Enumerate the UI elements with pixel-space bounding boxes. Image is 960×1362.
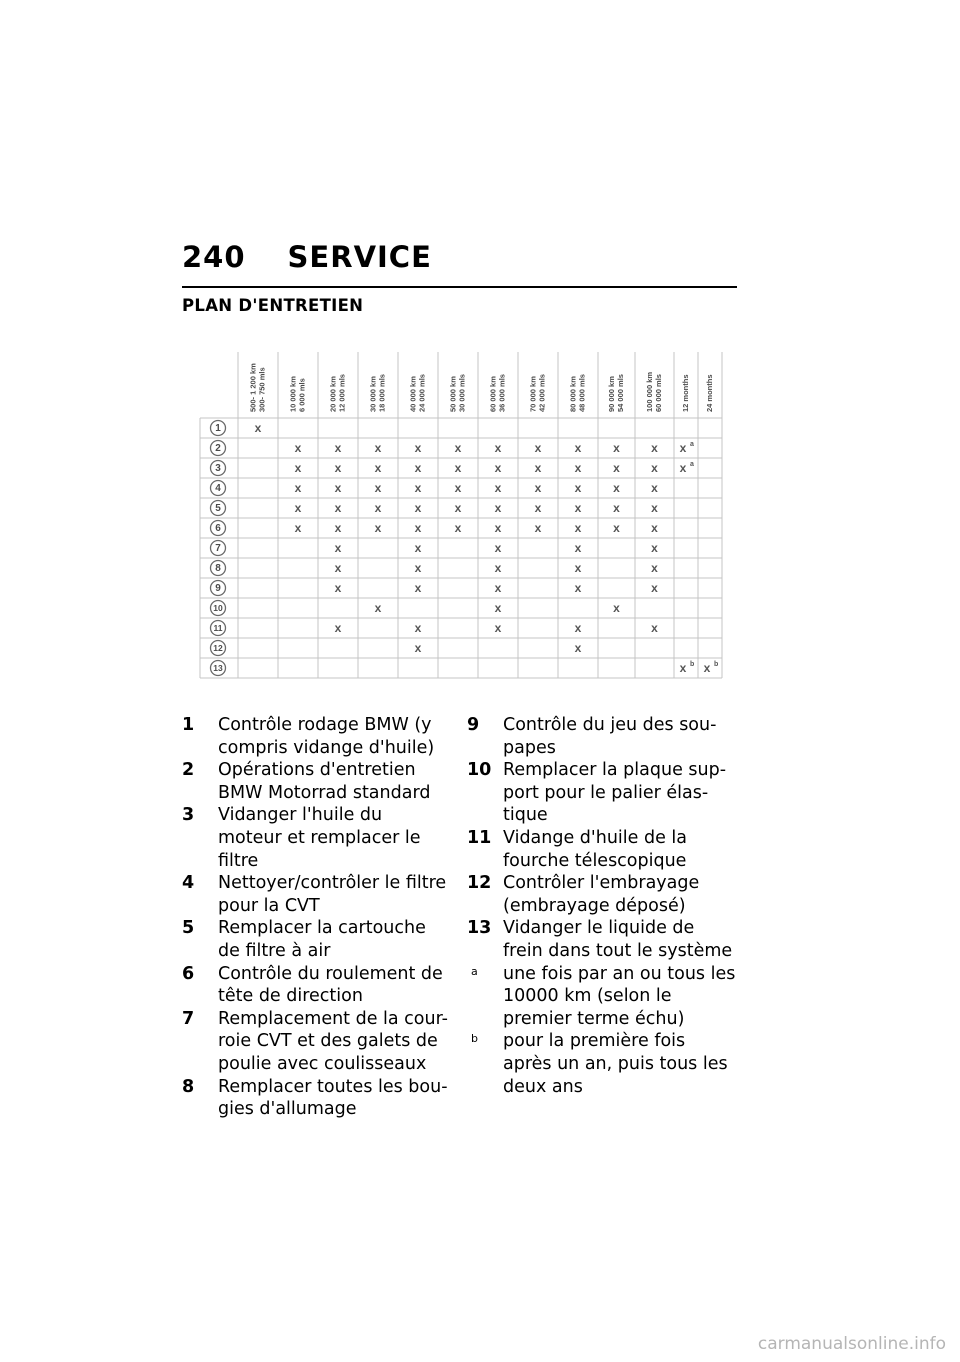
schedule-mark: x bbox=[294, 481, 302, 496]
schedule-mark: x bbox=[574, 461, 582, 476]
legend-number: 2 bbox=[182, 760, 195, 781]
schedule-mark: x bbox=[454, 481, 462, 496]
schedule-mark: x bbox=[679, 661, 687, 676]
legend-number: 8 bbox=[182, 1076, 195, 1097]
row-number-label: 3 bbox=[215, 463, 221, 475]
schedule-mark: x bbox=[334, 481, 342, 496]
schedule-mark: x bbox=[454, 441, 462, 456]
legend-text: Contrôle rodage BMW (y compris vidange d'huile) bbox=[218, 715, 435, 758]
legend-text: Vidanger l'huile du moteur et remplacer le filtre bbox=[218, 805, 421, 871]
schedule-mark: x bbox=[613, 501, 620, 516]
column-header-label: 24 000 mls bbox=[417, 374, 427, 412]
column-header-label: 300- 750 mls bbox=[257, 367, 267, 412]
schedule-footnote-mark: a bbox=[690, 460, 694, 468]
legend-number: 4 bbox=[182, 873, 195, 894]
schedule-mark: x bbox=[294, 501, 302, 516]
schedule-mark: x bbox=[574, 541, 582, 556]
row-number-label: 11 bbox=[213, 622, 223, 633]
legend-number: 5 bbox=[182, 918, 195, 939]
legend-item bbox=[467, 917, 737, 962]
schedule-mark: x bbox=[679, 441, 687, 456]
column-header-label: 50 000 km bbox=[448, 376, 458, 412]
legend-item bbox=[182, 714, 450, 759]
schedule-mark: x bbox=[613, 601, 620, 616]
schedule-footnote-mark: b bbox=[690, 660, 695, 668]
schedule-mark: x bbox=[414, 641, 422, 656]
legend-item bbox=[467, 827, 737, 872]
schedule-mark: x bbox=[414, 581, 422, 596]
footnote-mark: b bbox=[471, 1032, 478, 1046]
schedule-mark: x bbox=[414, 441, 422, 456]
legend-item bbox=[182, 872, 450, 917]
legend-item bbox=[182, 963, 450, 1008]
legend-text: Remplacer la cartouche de filtre à air bbox=[218, 918, 426, 961]
column-header-label: 60 000 mls bbox=[653, 374, 663, 412]
schedule-mark: x bbox=[414, 481, 422, 496]
schedule-mark: x bbox=[374, 481, 382, 496]
legend-text: Vidange d'huile de la fourche télescopique bbox=[503, 827, 687, 871]
column-header-label: 90 000 km bbox=[606, 376, 616, 412]
column-header-label: 20 000 km bbox=[328, 376, 338, 412]
schedule-mark: x bbox=[494, 581, 502, 596]
schedule-mark: x bbox=[334, 541, 342, 556]
schedule-mark: x bbox=[494, 541, 502, 556]
legend-number: 12 bbox=[467, 873, 492, 894]
legend-text: Remplacement de la cour-roie CVT et des galets de poulie avec coulisseaux bbox=[218, 1008, 448, 1074]
schedule-mark: x bbox=[613, 441, 620, 456]
schedule-mark: x bbox=[494, 561, 502, 576]
legend-right bbox=[467, 714, 737, 1098]
row-number-label: 10 bbox=[213, 602, 223, 613]
footnote-text: une fois par an ou tous les 10000 km (selon le premier terme échu) bbox=[503, 963, 736, 1029]
schedule-mark: x bbox=[613, 461, 620, 476]
schedule-mark: x bbox=[414, 621, 422, 636]
row-number-label: 8 bbox=[215, 563, 221, 575]
section-title: SERVICE bbox=[287, 240, 432, 274]
legend-number: 6 bbox=[182, 963, 195, 984]
legend-number: 13 bbox=[467, 918, 492, 939]
schedule-mark: x bbox=[374, 601, 382, 616]
schedule-mark: x bbox=[374, 461, 382, 476]
schedule-mark: x bbox=[414, 561, 422, 576]
legend-number: 7 bbox=[182, 1008, 195, 1029]
column-header-label: 36 000 mls bbox=[497, 374, 507, 412]
schedule-mark: x bbox=[414, 541, 422, 556]
column-header-label: 70 000 km bbox=[528, 376, 538, 412]
column-header-label: 30 000 mls bbox=[457, 374, 467, 412]
schedule-mark: x bbox=[374, 501, 382, 516]
footnote-item bbox=[467, 963, 737, 1031]
legend-item bbox=[182, 1076, 450, 1121]
schedule-mark: x bbox=[334, 441, 342, 456]
schedule-mark: x bbox=[651, 541, 658, 556]
legend-item bbox=[467, 759, 737, 827]
section-subtitle: PLAN D'ENTRETIEN bbox=[182, 286, 737, 315]
column-header-label: 18 000 mls bbox=[377, 374, 387, 412]
column-header-label: 54 000 mls bbox=[615, 374, 625, 412]
column-header-label: 40 000 km bbox=[408, 376, 418, 412]
legend-text: Remplacer toutes les bou-gies d'allumage bbox=[218, 1076, 448, 1120]
schedule-mark: x bbox=[679, 461, 687, 476]
legend-number: 9 bbox=[467, 715, 480, 735]
column-header-label: 12 000 mls bbox=[337, 374, 347, 412]
row-number-label: 1 bbox=[215, 423, 221, 435]
schedule-mark: x bbox=[334, 561, 342, 576]
row-number-label: 9 bbox=[215, 583, 221, 595]
column-header-label: 10 000 km bbox=[288, 376, 298, 412]
schedule-mark: x bbox=[651, 501, 658, 516]
schedule-mark: x bbox=[534, 461, 542, 476]
schedule-mark: x bbox=[294, 461, 302, 476]
schedule-mark: x bbox=[574, 641, 582, 656]
schedule-mark: x bbox=[651, 521, 658, 536]
legend-text: Contrôle du jeu des sou-papes bbox=[503, 715, 717, 758]
schedule-mark: x bbox=[534, 501, 542, 516]
footnote-text: pour la première fois après un an, puis tous les deux ans bbox=[503, 1031, 728, 1097]
schedule-mark: x bbox=[651, 461, 658, 476]
schedule-mark: x bbox=[574, 441, 582, 456]
column-header-label: 12 months bbox=[680, 374, 690, 412]
schedule-mark: x bbox=[651, 581, 658, 596]
schedule-mark: x bbox=[574, 521, 582, 536]
schedule-mark: x bbox=[534, 481, 542, 496]
column-header-label: 48 000 mls bbox=[577, 374, 587, 412]
row-number-label: 12 bbox=[213, 642, 223, 653]
legend-text: Contrôle du roulement de tête de direction bbox=[218, 963, 443, 1007]
column-header-label: 100 000 km bbox=[644, 371, 654, 412]
schedule-mark: x bbox=[334, 461, 342, 476]
row-number-label: 7 bbox=[215, 543, 221, 555]
legend-left bbox=[182, 714, 450, 1121]
schedule-mark: x bbox=[334, 521, 342, 536]
watermark: carmanualsonline.info bbox=[757, 1334, 946, 1354]
schedule-mark: x bbox=[574, 621, 582, 636]
schedule-mark: x bbox=[651, 481, 658, 496]
schedule-mark: x bbox=[334, 501, 342, 516]
schedule-footnote-mark: b bbox=[714, 660, 719, 668]
schedule-mark: x bbox=[494, 621, 502, 636]
legend-number: 3 bbox=[182, 805, 195, 826]
legend-number: 1 bbox=[182, 715, 195, 735]
schedule-mark: x bbox=[613, 521, 620, 536]
schedule-mark: x bbox=[334, 621, 342, 636]
schedule-mark: x bbox=[454, 521, 462, 536]
legend-item bbox=[467, 714, 737, 759]
legend-item bbox=[467, 872, 737, 917]
schedule-mark: x bbox=[651, 441, 658, 456]
column-header-label: 80 000 km bbox=[568, 376, 578, 412]
schedule-mark: x bbox=[574, 581, 582, 596]
schedule-mark: x bbox=[574, 501, 582, 516]
schedule-mark: x bbox=[494, 601, 502, 616]
row-number-label: 6 bbox=[215, 523, 221, 535]
legend-text: Contrôler l'embrayage (embrayage déposé) bbox=[503, 873, 700, 916]
legend-number: 10 bbox=[467, 760, 492, 781]
schedule-mark: x bbox=[454, 501, 462, 516]
schedule-mark: x bbox=[494, 441, 502, 456]
schedule-mark: x bbox=[494, 501, 502, 516]
column-header-label: 24 months bbox=[704, 374, 714, 412]
column-header-label: 500- 1 200 km bbox=[248, 363, 258, 412]
schedule-mark: x bbox=[374, 441, 382, 456]
legend-item bbox=[182, 804, 450, 872]
schedule-mark: x bbox=[414, 501, 422, 516]
schedule-mark: x bbox=[494, 481, 502, 496]
column-header-label: 30 000 km bbox=[368, 376, 378, 412]
legend-text: Nettoyer/contrôler le filtre pour la CVT bbox=[218, 873, 447, 916]
legend-item bbox=[182, 1008, 450, 1076]
schedule-mark: x bbox=[651, 621, 658, 636]
schedule-mark: x bbox=[294, 521, 302, 536]
schedule-mark: x bbox=[534, 441, 542, 456]
schedule-mark: x bbox=[574, 481, 582, 496]
legend-text: Vidanger le liquide de frein dans tout le système bbox=[503, 918, 733, 961]
schedule-mark: x bbox=[613, 481, 620, 496]
schedule-mark: x bbox=[374, 521, 382, 536]
schedule-mark: x bbox=[494, 521, 502, 536]
footnote-item bbox=[467, 1030, 737, 1098]
schedule-mark: x bbox=[254, 421, 262, 436]
legend-number: 11 bbox=[467, 827, 492, 848]
legend-item bbox=[182, 759, 450, 804]
legend-text: Remplacer la plaque sup-port pour le palier élas-tique bbox=[503, 760, 727, 826]
schedule-footnote-mark: a bbox=[690, 440, 694, 448]
legend-text: Opérations d'entretien BMW Motorrad standard bbox=[218, 760, 431, 803]
row-number-label: 2 bbox=[215, 443, 221, 455]
page-number: 240 bbox=[182, 240, 246, 274]
footnote-mark: a bbox=[471, 964, 478, 978]
schedule-mark: x bbox=[494, 461, 502, 476]
row-number-label: 4 bbox=[215, 483, 221, 495]
schedule-mark: x bbox=[414, 461, 422, 476]
schedule-mark: x bbox=[414, 521, 422, 536]
schedule-mark: x bbox=[574, 561, 582, 576]
schedule-mark: x bbox=[703, 661, 711, 676]
column-header-label: 6 000 mls bbox=[297, 378, 307, 412]
column-header-label: 42 000 mls bbox=[537, 374, 547, 412]
schedule-mark: x bbox=[651, 561, 658, 576]
schedule-mark: x bbox=[454, 461, 462, 476]
legend-item bbox=[182, 917, 450, 962]
row-number-label: 5 bbox=[215, 503, 221, 515]
schedule-mark: x bbox=[534, 521, 542, 536]
schedule-mark: x bbox=[334, 581, 342, 596]
row-number-label: 13 bbox=[213, 662, 223, 673]
schedule-mark: x bbox=[294, 441, 302, 456]
column-header-label: 60 000 km bbox=[488, 376, 498, 412]
